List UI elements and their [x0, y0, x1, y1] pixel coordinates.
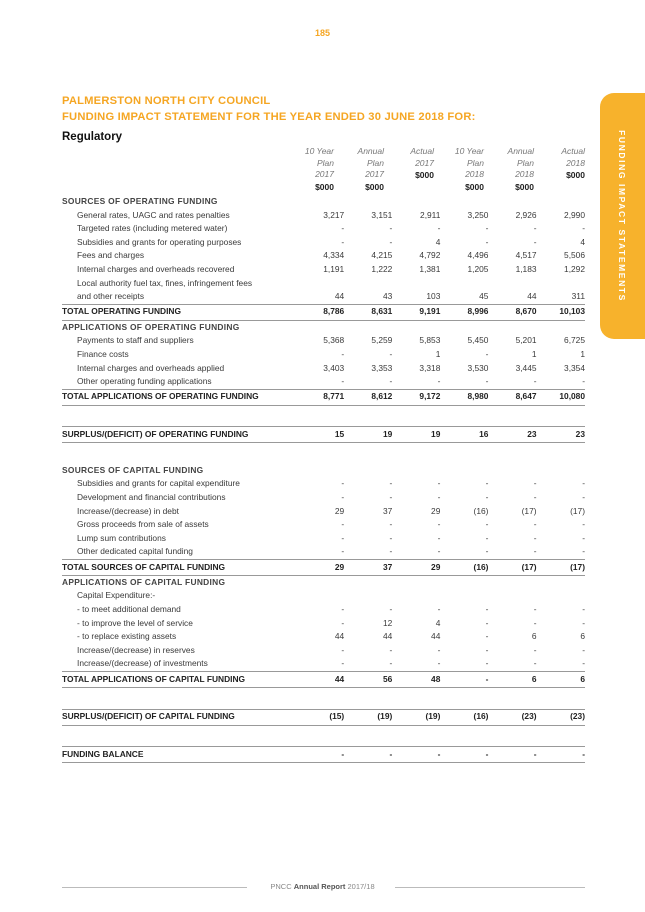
table-row: Finance costs - - 1 - 1 1 — [77, 348, 585, 359]
table-row: Fees and charges 4,334 4,215 4,792 4,496 4,517 5,506 — [77, 250, 585, 261]
side-tab-label: FUNDING IMPACT STATEMENTS — [617, 130, 627, 302]
page-number: 185 — [314, 28, 331, 38]
table-row: General rates, UAGC and rates penalties 3,217 3,151 2,911 3,250 2,926 2,990 — [77, 209, 585, 220]
footer-org: PNCC — [270, 882, 292, 891]
footer-year: 2017/18 — [347, 882, 375, 891]
table-row: - to improve the level of service - 12 4 - - - — [77, 617, 585, 628]
table-row: and other receipts 44 43 103 45 44 311 — [77, 291, 585, 302]
column-header-annual-plan-2018: Annual Plan 2018 $000 — [507, 146, 534, 192]
total-row: TOTAL APPLICATIONS OF CAPITAL FUNDING 44 56 48 - 6 6 — [62, 672, 585, 688]
total-row: TOTAL APPLICATIONS OF OPERATING FUNDING 8,771 8,612 9,172 8,980 8,647 10,080 — [62, 389, 585, 405]
organisation-title: PALMERSTON NORTH CITY COUNCIL — [62, 95, 271, 107]
total-row: TOTAL OPERATING FUNDING 8,786 8,631 9,191 8,996 8,670 10,103 — [62, 304, 585, 320]
column-header-10yr-plan-2018: 10 Year Plan 2018 $000 — [454, 146, 484, 192]
table-row: - to meet additional demand - - - - - - — [77, 604, 585, 615]
column-header-annual-plan-2017: Annual Plan 2017 $000 — [357, 146, 384, 192]
table-row: Increase/(decrease) in reserves - - - - - - — [77, 644, 585, 655]
column-header-actual-2017: Actual 2017 $000 — [410, 146, 434, 180]
section-heading-row: APPLICATIONS OF CAPITAL FUNDING — [62, 576, 226, 587]
table-row: Other dedicated capital funding - - - - - - — [77, 546, 585, 557]
section-heading-row: SOURCES OF OPERATING FUNDING — [62, 196, 218, 206]
table-row: Increase/(decrease) of investments - - - - - - — [77, 658, 585, 669]
table-row: Development and financial contributions - - - - - - — [77, 491, 585, 502]
table-row: Payments to staff and suppliers 5,368 5,259 5,853 5,450 5,201 6,725 — [77, 335, 585, 346]
section-heading-row: SOURCES OF CAPITAL FUNDING — [62, 464, 204, 475]
table-row: Capital Expenditure:- — [77, 590, 156, 601]
statement-title: FUNDING IMPACT STATEMENT FOR THE YEAR ENDED 30 JUNE 2018 FOR: — [62, 111, 476, 123]
total-row: TOTAL SOURCES OF CAPITAL FUNDING 29 37 29 (16) (17) (17) — [62, 559, 585, 575]
table-row: Increase/(decrease) in debt 29 37 29 (16) (17) (17) — [77, 505, 585, 516]
footer-report: Annual Report — [293, 882, 346, 891]
page-footer — [0, 882, 645, 891]
funding-impact-table — [62, 195, 585, 763]
table-row: Gross proceeds from sale of assets - - - - - - — [77, 519, 585, 530]
column-header-10yr-plan-2017: 10 Year Plan 2017 $000 — [304, 146, 334, 192]
table-row: Targeted rates (including metered water) - - - - - - — [77, 223, 585, 234]
column-header-actual-2018: Actual 2018 $000 — [561, 146, 585, 180]
table-row: - to replace existing assets 44 44 44 - 6 6 — [77, 631, 585, 642]
funding-balance-row: FUNDING BALANCE - - - - - - — [62, 747, 585, 763]
surplus-row: SURPLUS/(DEFICIT) OF CAPITAL FUNDING (15) (19) (19) (16) (23) (23) — [62, 709, 585, 725]
table-row: Other operating funding applications - - - - - - — [77, 376, 585, 387]
table-row: Lump sum contributions - - - - - - — [77, 532, 585, 543]
table-row: Local authority fuel tax, fines, infringement fees — [77, 277, 253, 288]
activity-label: Regulatory — [62, 131, 123, 143]
table-row: Internal charges and overheads recovered 1,191 1,222 1,381 1,205 1,183 1,292 — [77, 263, 585, 274]
section-heading-row: APPLICATIONS OF OPERATING FUNDING — [62, 321, 240, 332]
table-row: Subsidies and grants for operating purposes - - 4 - - 4 — [77, 236, 585, 247]
table-row: Internal charges and overheads applied 3,403 3,353 3,318 3,530 3,445 3,354 — [77, 362, 585, 373]
surplus-row: SURPLUS/(DEFICIT) OF OPERATING FUNDING 15 19 19 16 23 23 — [62, 427, 585, 443]
table-row: Subsidies and grants for capital expenditure - - - - - - — [77, 478, 585, 489]
